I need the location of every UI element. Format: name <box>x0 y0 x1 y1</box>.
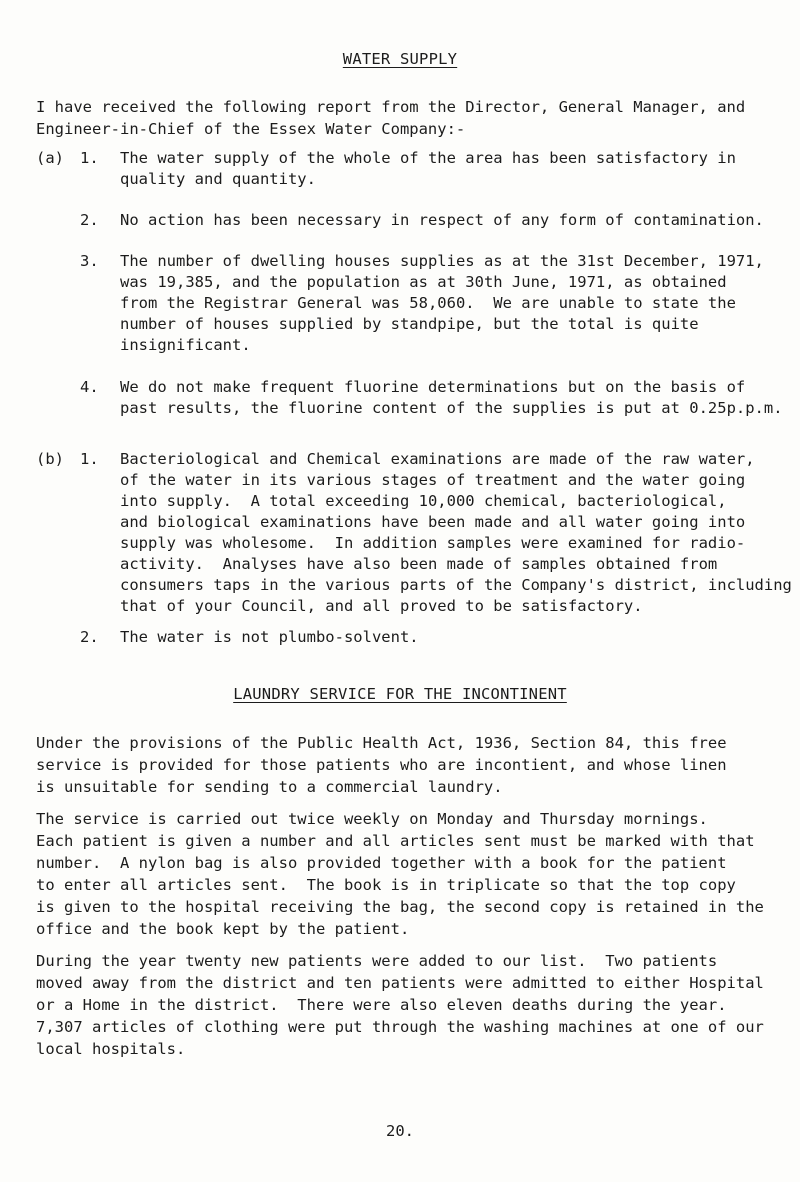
item-text: Bacteriological and Chemical examinations are made of the raw water, of the water in its various stages of treatment and the water going into supply. A total exceeding 10,000 chemical, bacteriological, and biological examinations have been made and all water going into supply was wholesome. In addition samples were examined for radio- activity. Analyses have also been made of samples obtained from consumers taps in the various parts of the Company's district, including that of your Council, and all proved to be satisfactory. <box>120 450 792 615</box>
water-supply-heading: WATER SUPPLY <box>342 50 458 68</box>
item-number: 3. <box>80 252 99 270</box>
item-number: 2. <box>80 628 99 646</box>
laundry-paragraph-3: During the year twenty new patients were added to our list. Two patients moved away from the district and ten patients were admitted to either Hospital or a Home in the district. There were also eleven deaths during the year. 7,307 articles of clothing were put through the washing machines at one of our local hospitals. <box>36 952 764 1058</box>
item-number: 1. <box>80 149 99 167</box>
item-text: The number of dwelling houses supplies as at the 31st December, 1971, was 19,385, and the population as at 30th June, 1971, as obtained from the Registrar General was 58,060. We are unable to state the number of houses supplied by standpipe, but the total is quite insignificant. <box>120 252 764 354</box>
item-number: 2. <box>80 211 99 229</box>
item-number: 4. <box>80 378 99 396</box>
item-text: The water supply of the whole of the area has been satisfactory in quality and quantity. <box>120 149 736 188</box>
laundry-paragraph-1: Under the provisions of the Public Health Act, 1936, Section 84, this free service is provided for those patients who are incontient, and whose linen is unsuitable for sending to a commercial laundry. <box>36 734 727 796</box>
page-number: 20. <box>386 1122 414 1140</box>
section-a-label: (a) <box>36 149 64 167</box>
item-text: The water is not plumbo-solvent. <box>120 628 419 646</box>
laundry-service-heading: LAUNDRY SERVICE FOR THE INCONTINENT <box>233 685 567 703</box>
item-text: We do not make frequent fluorine determinations but on the basis of past results, the fluorine content of the supplies is put at 0.25p.p.m. <box>120 378 783 417</box>
laundry-paragraph-2: The service is carried out twice weekly on Monday and Thursday mornings. Each patient is given a number and all articles sent must be marked with that number. A nylon bag is also provided together with a book for the patient to enter all articles sent. The book is in triplicate so that the top copy is given to the hospital receiving the bag, the second copy is retained in the office and the book kept by the patient. <box>36 810 764 938</box>
item-text: No action has been necessary in respect of any form of contamination. <box>120 211 764 229</box>
water-supply-intro: I have received the following report from the Director, General Manager, and Engineer-in-Chief of the Essex Water Company:- <box>36 98 746 138</box>
item-number: 1. <box>80 450 99 468</box>
section-b-label: (b) <box>36 450 64 468</box>
